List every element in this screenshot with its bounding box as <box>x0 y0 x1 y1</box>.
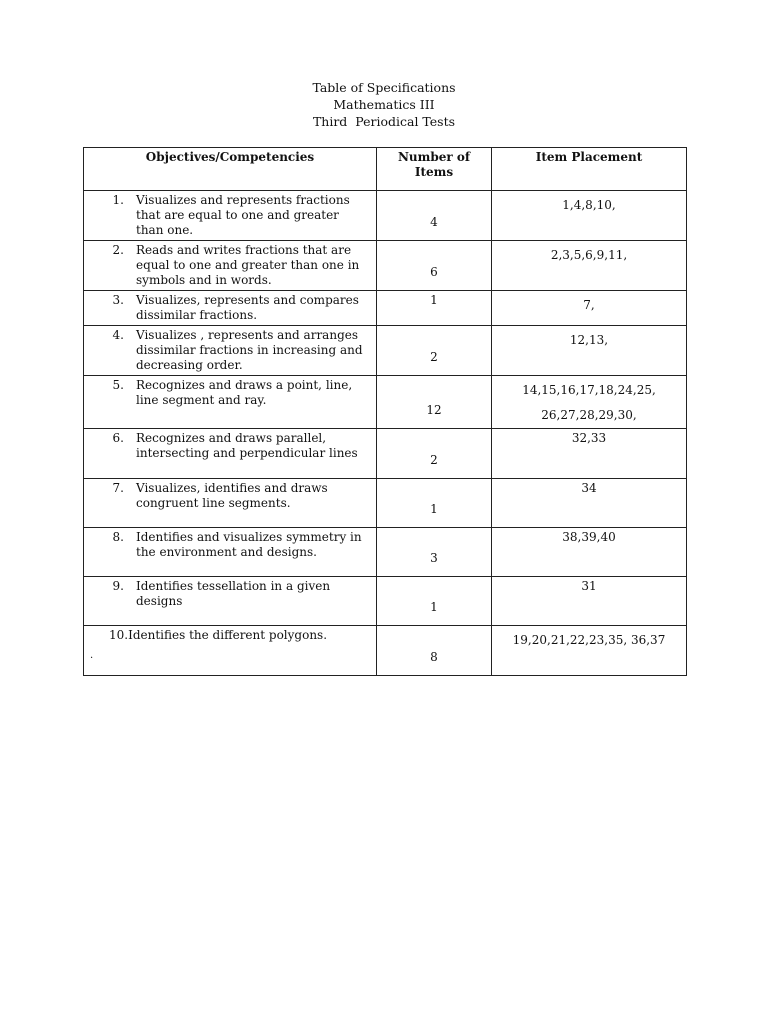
objective-text: Visualizes, represents and compares dissimilar fractions. <box>136 293 359 322</box>
item-count-cell: 4 <box>377 191 492 241</box>
table-row <box>84 326 687 376</box>
objective-text: Reads and writes fractions that are equal to one and greater than one in symbols and in words. <box>136 243 360 287</box>
item-placement-cell: 7, <box>492 291 687 326</box>
header-number-of-items-line1: Number of <box>397 150 471 164</box>
objective-cell <box>84 528 377 577</box>
document-title: Table of Specifications <box>312 80 456 95</box>
item-placement-cell: 31 <box>492 577 687 626</box>
row-number: 3. <box>112 293 124 307</box>
row-number: 2. <box>112 243 124 257</box>
header-item-placement: Item Placement <box>492 148 687 191</box>
document-title-block <box>0 79 768 130</box>
item-count-cell: 3 <box>377 528 492 577</box>
objective-cell <box>84 241 377 291</box>
item-count-cell: 12 <box>377 376 492 429</box>
document-subject: Mathematics III <box>333 97 435 112</box>
objective-cell <box>84 429 377 479</box>
item-count-cell: 6 <box>377 241 492 291</box>
objective-text: Visualizes , represents and arranges dissimilar fractions in increasing and decreasing order. <box>136 328 363 372</box>
item-placement-cell: 32,33 <box>492 429 687 479</box>
objective-text: Visualizes and represents fractions that are equal to one and greater than one. <box>136 193 350 237</box>
item-count-cell: 1 <box>377 291 492 326</box>
table-row <box>84 291 687 326</box>
stray-mark: . <box>90 650 94 661</box>
item-count-cell: 2 <box>377 326 492 376</box>
table-row <box>84 241 687 291</box>
row-number: 6. <box>112 431 124 445</box>
header-number-of-items <box>377 148 492 191</box>
objective-cell <box>84 326 377 376</box>
table-row <box>84 528 687 577</box>
table-row <box>84 429 687 479</box>
item-count-cell: 1 <box>377 479 492 528</box>
table-row <box>84 376 687 429</box>
objective-cell <box>84 191 377 241</box>
objective-cell <box>84 291 377 326</box>
item-count-cell: 1 <box>377 577 492 626</box>
objective-text: Recognizes and draws parallel, intersecting and perpendicular lines <box>136 431 358 460</box>
table-row <box>84 479 687 528</box>
row-number: 5. <box>112 378 124 392</box>
objective-cell <box>84 626 377 676</box>
item-placement-cell: 14,15,16,17,18,24,25, 26,27,28,29,30, <box>492 376 687 429</box>
row-number: 7. <box>112 481 124 495</box>
item-placement-cell: 2,3,5,6,9,11, <box>492 241 687 291</box>
document-test-name: Third Periodical Tests <box>312 114 456 129</box>
item-placement-cell: 12,13, <box>492 326 687 376</box>
item-placement-cell: 19,20,21,22,23,35, 36,37 <box>492 626 687 676</box>
item-placement-cell: 1,4,8,10, <box>492 191 687 241</box>
row-number: 10. <box>109 628 129 642</box>
table-header-row <box>84 148 687 191</box>
row-number: 4. <box>112 328 124 342</box>
header-number-of-items-line2: Items <box>414 165 454 179</box>
objective-text: Identifies tessellation in a given designs <box>136 579 331 608</box>
objective-cell <box>84 479 377 528</box>
objective-cell <box>84 376 377 429</box>
header-objectives: Objectives/Competencies <box>84 148 377 191</box>
objective-text: Identifies the different polygons. <box>128 628 328 642</box>
objective-text: Identifies and visualizes symmetry in the environment and designs. <box>136 530 362 559</box>
table-row <box>84 626 687 676</box>
row-number: 8. <box>112 530 124 544</box>
table-row <box>84 191 687 241</box>
objective-cell <box>84 577 377 626</box>
item-count-cell: 2 <box>377 429 492 479</box>
objective-text: Recognizes and draws a point, line, line segment and ray. <box>136 378 353 407</box>
item-count-cell: 8 <box>377 626 492 676</box>
row-number: 9. <box>112 579 124 593</box>
specifications-table <box>83 147 687 676</box>
item-placement-cell: 38,39,40 <box>492 528 687 577</box>
row-number: 1. <box>112 193 124 207</box>
item-placement-cell: 34 <box>492 479 687 528</box>
table-row <box>84 577 687 626</box>
objective-text: Visualizes, identifies and draws congruent line segments. <box>136 481 328 510</box>
